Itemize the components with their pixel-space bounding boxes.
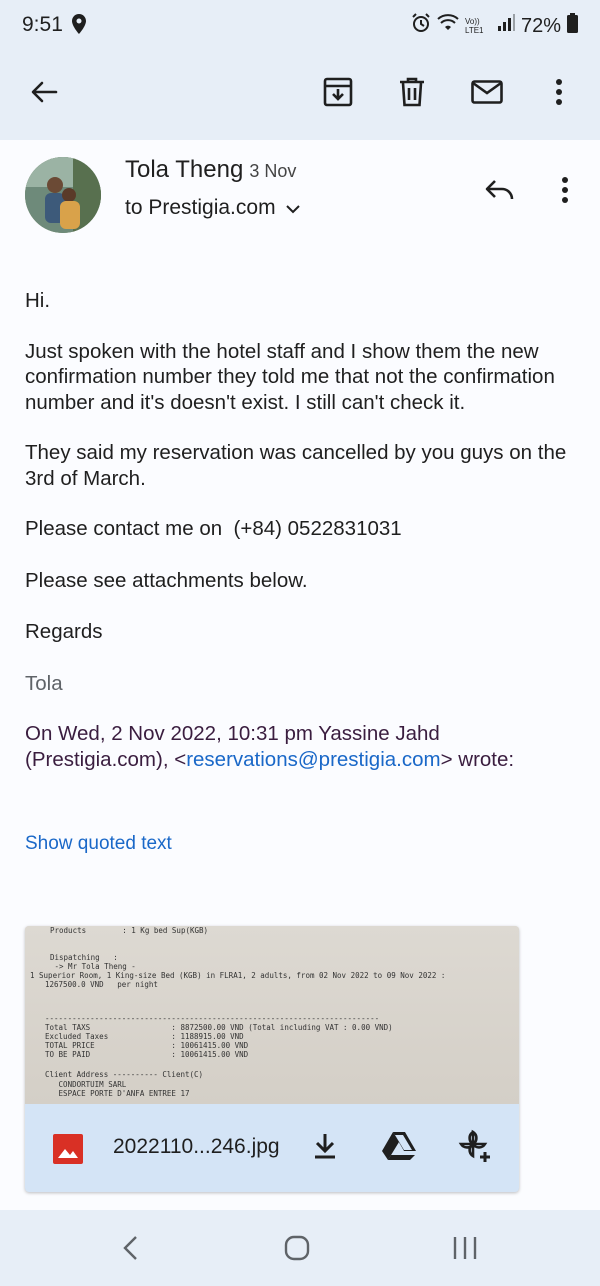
receipt-line: Products : 1 Kg bed Sup(KGB) bbox=[50, 926, 209, 935]
location-icon bbox=[72, 14, 86, 39]
body-paragraph: They said my reservation was cancelled by you guys on the 3rd of March. bbox=[25, 441, 567, 490]
status-bar bbox=[0, 0, 600, 52]
image-file-icon bbox=[53, 1134, 83, 1169]
delete-button[interactable] bbox=[390, 72, 434, 116]
nav-home-button[interactable] bbox=[277, 1230, 317, 1270]
nav-back-button[interactable] bbox=[110, 1230, 150, 1270]
archive-button[interactable] bbox=[316, 72, 360, 116]
avatar[interactable] bbox=[25, 157, 101, 233]
attachment-card[interactable] bbox=[25, 926, 519, 1192]
quote-prefix: On Wed, 2 Nov 2022, 10:31 pm Yassine Jahd (Prestigia.com), < bbox=[25, 722, 440, 771]
quote-email-link[interactable]: reservations@prestigia.com bbox=[186, 747, 441, 771]
receipt-line: 1267500.0 VND per night bbox=[45, 980, 158, 989]
more-options-button[interactable] bbox=[537, 72, 581, 116]
back-button[interactable] bbox=[22, 72, 66, 116]
message-more-button[interactable] bbox=[545, 170, 585, 214]
network-label: Vo)) LTE1 bbox=[464, 17, 484, 35]
arrow-left-icon bbox=[30, 80, 58, 109]
system-nav-bar bbox=[0, 1210, 600, 1286]
body-paragraph: Just spoken with the hotel staff and I show them the new confirmation number they told me that not the confirmation number and it's doesn't exist. I still can't check it. bbox=[25, 339, 555, 414]
receipt-line: 1 Superior Room, 1 King-size Bed (KGB) in FLRA1, 2 adults, from 02 Nov 2022 to 09 Nov 2022 : bbox=[30, 971, 446, 980]
download-button[interactable] bbox=[305, 1128, 345, 1168]
trash-icon bbox=[399, 77, 425, 112]
receipt-line: -------------------------------------------------------------------------- bbox=[45, 1014, 380, 1023]
wifi-icon bbox=[437, 14, 459, 38]
attachment-preview[interactable] bbox=[25, 926, 519, 1104]
receipt-line: CONDORTUIM SARL bbox=[45, 1080, 127, 1089]
add-to-photos-button[interactable] bbox=[453, 1126, 497, 1170]
sender-line bbox=[125, 156, 296, 184]
attachment-bar bbox=[25, 1104, 519, 1192]
quote-suffix: > wrote: bbox=[440, 747, 515, 771]
mark-unread-button[interactable] bbox=[465, 72, 509, 116]
receipt-line: Excluded Taxes : 1188915.00 VND bbox=[45, 1032, 244, 1041]
closing: Regards bbox=[25, 620, 103, 643]
add-to-photos-icon bbox=[457, 1128, 493, 1169]
body-paragraph: Please see attachments below. bbox=[25, 568, 308, 592]
email-header bbox=[0, 142, 600, 242]
recents-icon bbox=[452, 1236, 478, 1265]
chevron-left-icon bbox=[122, 1235, 138, 1266]
mail-icon bbox=[471, 80, 503, 109]
email-date: 3 Nov bbox=[249, 161, 297, 181]
signal-icon bbox=[497, 14, 515, 38]
alarm-icon bbox=[411, 13, 431, 39]
quote-header bbox=[25, 721, 580, 772]
receipt-line: -> Mr Tola Theng - bbox=[50, 962, 136, 971]
receipt-line: TO BE PAID : 10061415.00 VND bbox=[45, 1050, 249, 1059]
more-vert-icon bbox=[555, 78, 563, 111]
attachment-filename: 2022110...246.jpg bbox=[113, 1135, 280, 1158]
recipient-label: to Prestigia.com bbox=[125, 196, 276, 219]
archive-icon bbox=[323, 77, 353, 112]
email-body bbox=[25, 288, 580, 772]
clock-time: 9:51 bbox=[22, 13, 63, 36]
sender-name[interactable]: Tola Theng bbox=[125, 156, 244, 183]
app-bar bbox=[0, 52, 600, 140]
receipt-line: ESPACE PORTE D'ANFA ENTREE 17 bbox=[45, 1089, 190, 1098]
receipt-line: Client Address ---------- Client(C) bbox=[45, 1070, 204, 1079]
recipient-toggle[interactable] bbox=[125, 196, 300, 220]
nav-recents-button[interactable] bbox=[445, 1230, 485, 1270]
signature: Tola bbox=[25, 671, 63, 695]
google-drive-icon bbox=[382, 1131, 416, 1166]
receipt-line: Total TAXS : 8872500.00 VND (Total including VAT : 0.00 VND) bbox=[45, 1023, 393, 1032]
receipt-line: TOTAL PRICE : 10061415.00 VND bbox=[45, 1041, 249, 1050]
save-to-drive-button[interactable] bbox=[379, 1128, 419, 1168]
download-icon bbox=[313, 1132, 337, 1165]
chevron-down-icon bbox=[286, 196, 300, 220]
battery-percent: 72% bbox=[520, 14, 561, 37]
contact-paragraph: Please contact me on (+84) 0522831031 bbox=[25, 517, 402, 540]
reply-icon bbox=[485, 179, 515, 206]
home-icon bbox=[284, 1235, 310, 1266]
battery-icon bbox=[567, 13, 578, 39]
receipt-line: Dispatching : bbox=[50, 953, 118, 962]
more-vert-icon bbox=[561, 176, 569, 209]
show-quoted-text-link[interactable]: Show quoted text bbox=[25, 833, 172, 854]
greeting: Hi. bbox=[25, 289, 51, 312]
reply-button[interactable] bbox=[478, 170, 522, 214]
